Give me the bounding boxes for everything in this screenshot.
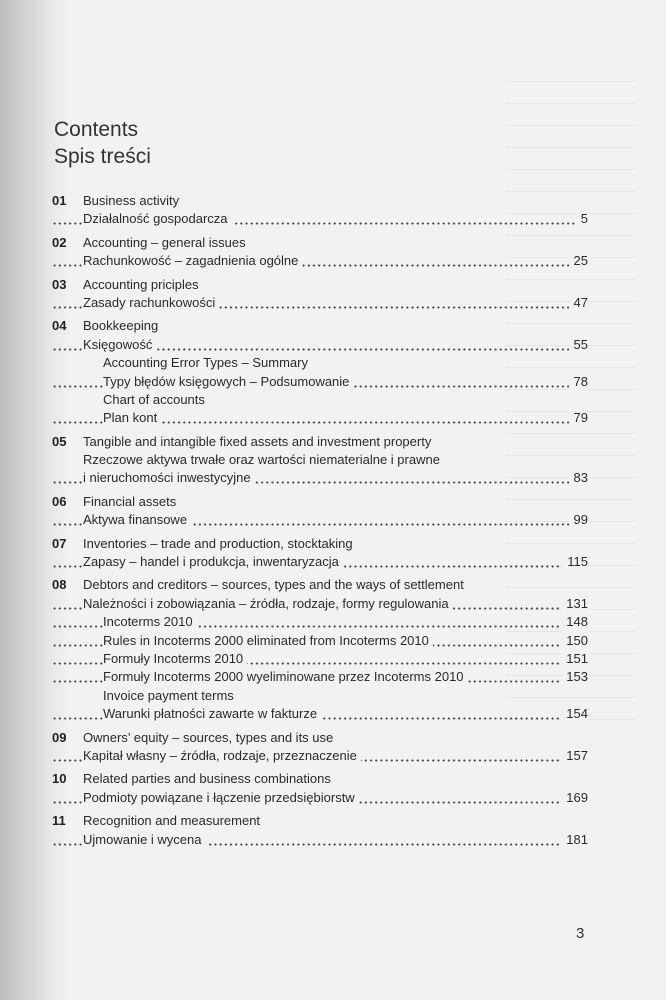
chapter-number: 11 xyxy=(52,813,66,829)
chapter-number: 09 xyxy=(52,729,67,745)
toc-chapter xyxy=(52,576,588,723)
toc-heading xyxy=(52,576,588,594)
page-number: 3 xyxy=(576,925,585,942)
entry-page-number: 78 xyxy=(569,373,588,391)
toc-entry xyxy=(52,668,588,686)
title-polish: Spis treści xyxy=(54,145,151,168)
entry-title: Kapitał własny – źródła, rodzaje, przeznaczenie xyxy=(83,747,361,765)
toc-heading xyxy=(52,729,588,747)
entry-title: Accounting – general issues xyxy=(83,234,246,250)
toc-heading xyxy=(52,535,588,553)
entry-title: Bookkeeping xyxy=(83,318,159,334)
entry-page-number: 131 xyxy=(561,595,588,613)
chapter-number: 06 xyxy=(52,493,67,509)
toc-chapter xyxy=(52,493,588,530)
toc-chapter xyxy=(52,770,588,807)
entry-page-number: 151 xyxy=(561,650,588,668)
entry-title: Formuły Incoterms 2000 wyeliminowane przez Incoterms 2010 xyxy=(103,668,468,686)
entry-page-number: 47 xyxy=(569,294,588,312)
toc-chapter xyxy=(52,317,588,427)
toc-heading xyxy=(52,433,588,451)
toc-chapter xyxy=(52,433,588,488)
toc-entry xyxy=(52,553,588,571)
entry-title: Accounting Error Types – Summary xyxy=(103,355,308,371)
toc-entry xyxy=(52,613,588,631)
entry-page-number: 148 xyxy=(561,613,588,631)
toc-entry xyxy=(52,373,588,391)
chapter-number: 01 xyxy=(52,193,67,208)
entry-title: Plan kont xyxy=(103,409,161,427)
entry-title: Incoterms 2010 xyxy=(103,613,197,631)
toc-heading xyxy=(52,812,588,830)
entry-title: i nieruchomości inwestycyjne xyxy=(83,469,255,487)
toc-entry xyxy=(52,831,588,849)
toc-entry xyxy=(52,705,588,723)
entry-title: Ujmowanie i wycena xyxy=(83,831,206,849)
toc-entry xyxy=(52,632,588,650)
toc-chapter xyxy=(52,192,588,229)
toc-chapter xyxy=(52,812,588,849)
entry-title: Invoice payment terms xyxy=(103,687,234,703)
entry-title: Zapasy – handel i produkcja, inwentaryzacja xyxy=(83,553,343,571)
entry-title: Accounting priciples xyxy=(83,276,199,292)
entry-title: Podmioty powiązane i łączenie przedsiębiorstw xyxy=(83,789,359,807)
toc-heading xyxy=(52,451,588,469)
chapter-number: 05 xyxy=(52,433,67,449)
title-english: Contents xyxy=(54,118,139,141)
entry-page-number: 55 xyxy=(569,336,588,354)
entry-page-number: 5 xyxy=(576,210,588,228)
toc-entry xyxy=(52,336,588,354)
entry-title: Księgowość xyxy=(83,336,156,354)
toc-heading xyxy=(52,391,588,409)
toc-heading xyxy=(52,493,588,511)
toc-heading xyxy=(52,687,588,705)
entry-title: Warunki płatności zawarte w fakturze xyxy=(103,705,321,723)
entry-title: Formuły Incoterms 2010 xyxy=(103,650,247,668)
entry-page-number: 83 xyxy=(569,469,588,487)
entry-page-number: 169 xyxy=(561,789,588,807)
entry-page-number: 79 xyxy=(569,409,588,427)
toc-heading xyxy=(52,354,588,372)
entry-title: Rachunkowość – zagadnienia ogólne xyxy=(83,252,302,270)
entry-title: Tangible and intangible fixed assets and investment property xyxy=(83,433,432,449)
entry-title: Należności i zobowiązania – źródła, rodzaje, formy regulowania xyxy=(83,595,453,613)
entry-title: Owners’ equity – sources, types and its use xyxy=(83,729,334,745)
entry-title: Recognition and measurement xyxy=(83,813,261,829)
toc-entry xyxy=(52,294,588,312)
toc-chapter xyxy=(52,535,588,572)
entry-title: Aktywa finansowe xyxy=(83,511,191,529)
entry-title: Related parties and business combinations xyxy=(83,771,331,787)
entry-page-number: 150 xyxy=(561,632,588,650)
toc-heading xyxy=(52,192,588,210)
toc-entry xyxy=(52,789,588,807)
table-of-contents xyxy=(52,192,588,854)
toc-heading xyxy=(52,276,588,294)
entry-title: Zasady rachunkowości xyxy=(83,294,219,312)
toc-heading xyxy=(52,234,588,252)
toc-chapter xyxy=(52,276,588,313)
entry-page-number: 99 xyxy=(569,511,588,529)
toc-entry xyxy=(52,650,588,668)
entry-title: Chart of accounts xyxy=(103,391,205,407)
entry-page-number: 181 xyxy=(561,831,588,849)
entry-title: Debtors and creditors – sources, types and the ways of settlement xyxy=(83,577,464,593)
page-title xyxy=(54,116,151,170)
toc-entry xyxy=(52,747,588,765)
chapter-number: 07 xyxy=(52,535,67,551)
entry-title: Inventories – trade and production, stocktaking xyxy=(83,535,353,551)
chapter-number: 08 xyxy=(52,577,67,593)
chapter-number: 04 xyxy=(52,318,67,334)
entry-title: Działalność gospodarcza xyxy=(83,210,232,228)
toc-entry xyxy=(52,595,588,613)
toc-chapter xyxy=(52,234,588,271)
toc-chapter xyxy=(52,729,588,766)
toc-entry xyxy=(52,469,588,487)
toc-entry xyxy=(52,210,588,228)
entry-page-number: 25 xyxy=(569,252,588,270)
entry-title: Typy błędów księgowych – Podsumowanie xyxy=(103,373,353,391)
toc-heading xyxy=(52,317,588,335)
chapter-number: 03 xyxy=(52,276,67,292)
entry-page-number: 153 xyxy=(561,668,588,686)
toc-heading xyxy=(52,770,588,788)
entry-title: Business activity xyxy=(83,193,180,208)
entry-title: Financial assets xyxy=(83,493,177,509)
toc-entry xyxy=(52,409,588,427)
entry-title: Rzeczowe aktywa trwałe oraz wartości niematerialne i prawne xyxy=(83,452,440,468)
toc-entry xyxy=(52,252,588,270)
chapter-number: 02 xyxy=(52,234,67,250)
entry-title: Rules in Incoterms 2000 eliminated from Incoterms 2010 xyxy=(103,632,433,650)
entry-page-number: 157 xyxy=(561,747,588,765)
entry-page-number: 154 xyxy=(561,705,588,723)
entry-page-number: 115 xyxy=(562,553,588,571)
chapter-number: 10 xyxy=(52,771,67,787)
toc-entry xyxy=(52,511,588,529)
